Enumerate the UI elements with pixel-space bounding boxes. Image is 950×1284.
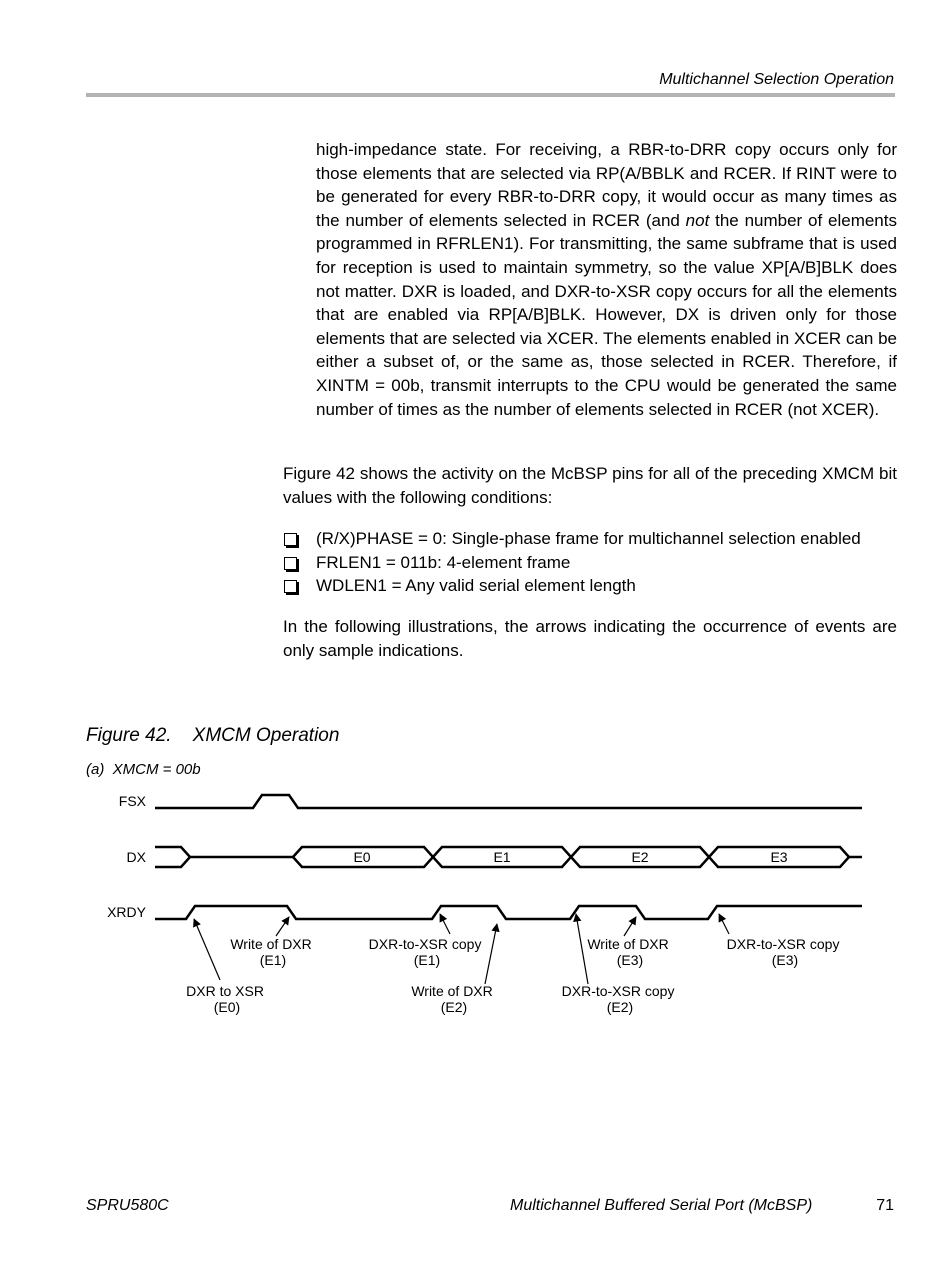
dx-initial-upper [155, 847, 190, 857]
paragraph-1-text-b: the number of elements programmed in RFRLEN1). For transmitting, the same subframe that is used for reception is used to maintain symmetry, so the value XP[A/B]BLK does not matter. DXR is loaded, and DXR-to-XSR copy occurs for all the elements that are enabled via RP[A/B]BLK. However, DX is driven only for those elements that are selected via XCER. The elements enabled in XCER can be either a subset of, or the same as, those selected in RCER. Therefore, if XINTM = 00b, transmit interrupts to the CPU would be generated the same number of times as the number of elements selected in RCER (not XCER). [316, 210, 897, 419]
note-copy-e1-line1: DXR-to-XSR copy [368, 936, 482, 952]
arrow-copy-e1 [440, 914, 450, 934]
arrow-write-e3 [624, 917, 636, 936]
note-copy-e2-line1: DXR-to-XSR copy [561, 983, 675, 999]
dx-initial-lower [155, 857, 190, 867]
note-dxr-e0-line1: DXR to XSR [186, 983, 264, 999]
note-copy-e2-line2: (E2) [606, 999, 634, 1015]
note-write-e3-line1: Write of DXR [587, 936, 669, 952]
dx-e2-label: E2 [631, 849, 649, 865]
note-write-e3 [587, 936, 672, 968]
note-copy-e3-line1: DXR-to-XSR copy [726, 936, 840, 952]
note-dxr-e0-line2: (E0) [213, 999, 241, 1015]
dx-e3-label: E3 [770, 849, 788, 865]
footer-doc-id: SPRU580C [86, 1197, 169, 1214]
note-write-e2-line1: Write of DXR [411, 983, 493, 999]
running-header: Multichannel Selection Operation [659, 71, 894, 88]
note-write-e1-line1: Write of DXR [230, 936, 312, 952]
list-item-text: (R/X)PHASE = 0: Single-phase frame for multichannel selection enabled [316, 529, 861, 548]
note-dxr-e0 [186, 983, 268, 1015]
note-write-e1-line2: (E1) [259, 952, 287, 968]
list-item-text: FRLEN1 = 011b: 4-element frame [316, 552, 571, 572]
figure-subtitle: (a) XMCM = 00b [86, 761, 201, 778]
note-copy-e3 [727, 936, 844, 968]
xrdy-label: XRDY [107, 904, 146, 920]
arrow-dxr-e0 [194, 919, 220, 980]
note-copy-e3-line2: (E3) [771, 952, 799, 968]
dx-e1-label: E1 [493, 849, 511, 865]
arrow-write-e1 [276, 917, 289, 936]
note-copy-e1 [369, 936, 486, 968]
paragraph-1-italic: not [685, 210, 710, 230]
fsx-label: FSX [118, 793, 146, 809]
paragraph-1-text-a: high-impedance state. For receiving, a RBR-to-DRR copy occurs only for those elements that are selected via RP(A/BBLK and RCER. If RINT were to be generated for every RBR-to-DRR copy, it would occur as many times as the number of elements selected in RCER (and [316, 140, 897, 230]
arrow-write-e2 [485, 924, 497, 984]
note-copy-e2 [562, 983, 679, 1015]
xrdy-waveform [155, 906, 862, 919]
note-write-e2 [411, 983, 496, 1015]
arrow-copy-e2 [576, 914, 588, 984]
note-write-e3-line2: (E3) [616, 952, 644, 968]
note-write-e1 [230, 936, 315, 968]
dx-label: DX [126, 849, 146, 865]
dx-e0-label: E0 [353, 849, 371, 865]
note-write-e2-line2: (E2) [440, 999, 468, 1015]
fsx-waveform [155, 795, 862, 808]
footer-page-number: 71 [876, 1197, 894, 1214]
footer-doc-title: Multichannel Buffered Serial Port (McBSP) [510, 1197, 813, 1214]
note-copy-e1-line2: (E1) [413, 952, 441, 968]
paragraph-2: Figure 42 shows the activity on the McBSP pins for all of the preceding XMCM bit values with the following conditions: [283, 464, 897, 507]
list-item-text: WDLEN1 = Any valid serial element length [316, 576, 636, 596]
paragraph-3: In the following illustrations, the arrows indicating the occurrence of events are only sample indications. [283, 617, 897, 660]
arrow-copy-e3 [719, 914, 729, 934]
figure-title: Figure 42. XMCM Operation [86, 725, 340, 746]
